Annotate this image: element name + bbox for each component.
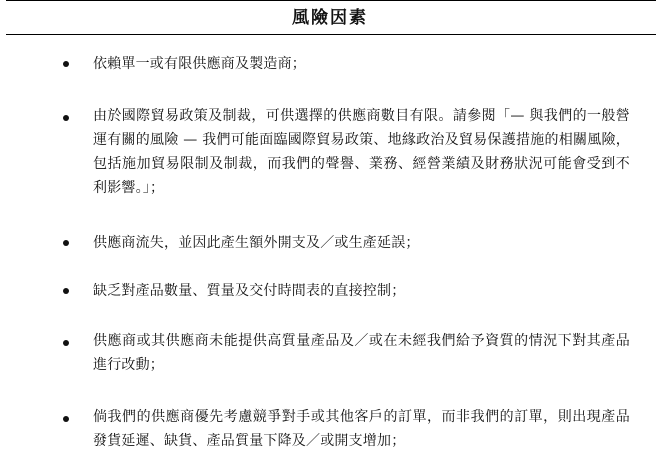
bullet-icon bbox=[63, 288, 69, 294]
list-item-text: 倘我們的供應商優先考慮競爭對手或其他客戶的訂單，而非我們的訂單，則出現產品發貨延遲、缺貨、產品質量下降及／或開支增加； bbox=[93, 409, 630, 449]
list-item-text: 供應商或其供應商未能提供高質量產品及／或在未經我們給予資質的情況下對其產品進行改動； bbox=[93, 333, 630, 373]
bullet-icon bbox=[63, 240, 69, 246]
section-title: 風險因素 bbox=[292, 8, 368, 28]
header-bottom-rule bbox=[6, 34, 656, 35]
list-item-text: 依賴單一或有限供應商及製造商； bbox=[93, 56, 306, 72]
bullet-icon bbox=[63, 61, 69, 67]
header-top-rule bbox=[6, 0, 656, 1]
bullet-icon bbox=[63, 115, 69, 121]
list-item-text: 由於國際貿易政策及制裁，可供選擇的供應商數目有限。請參閱「— 與我們的一般營運有關的風險 — 我們可能面臨國際貿易政策、地緣政治及貿易保護措施的相關風險，包括施加貿易限制及制裁，而我們的聲譽、業務、經營業績及財務狀況可能會受到不利影響。」； bbox=[93, 108, 630, 196]
bullet-icon bbox=[63, 416, 69, 422]
list-item-text: 缺乏對產品數量、質量及交付時間表的直接控制； bbox=[93, 283, 406, 299]
bullet-icon bbox=[63, 340, 69, 346]
list-item-text: 供應商流失，並因此產生額外開支及／或生產延誤； bbox=[93, 235, 420, 251]
